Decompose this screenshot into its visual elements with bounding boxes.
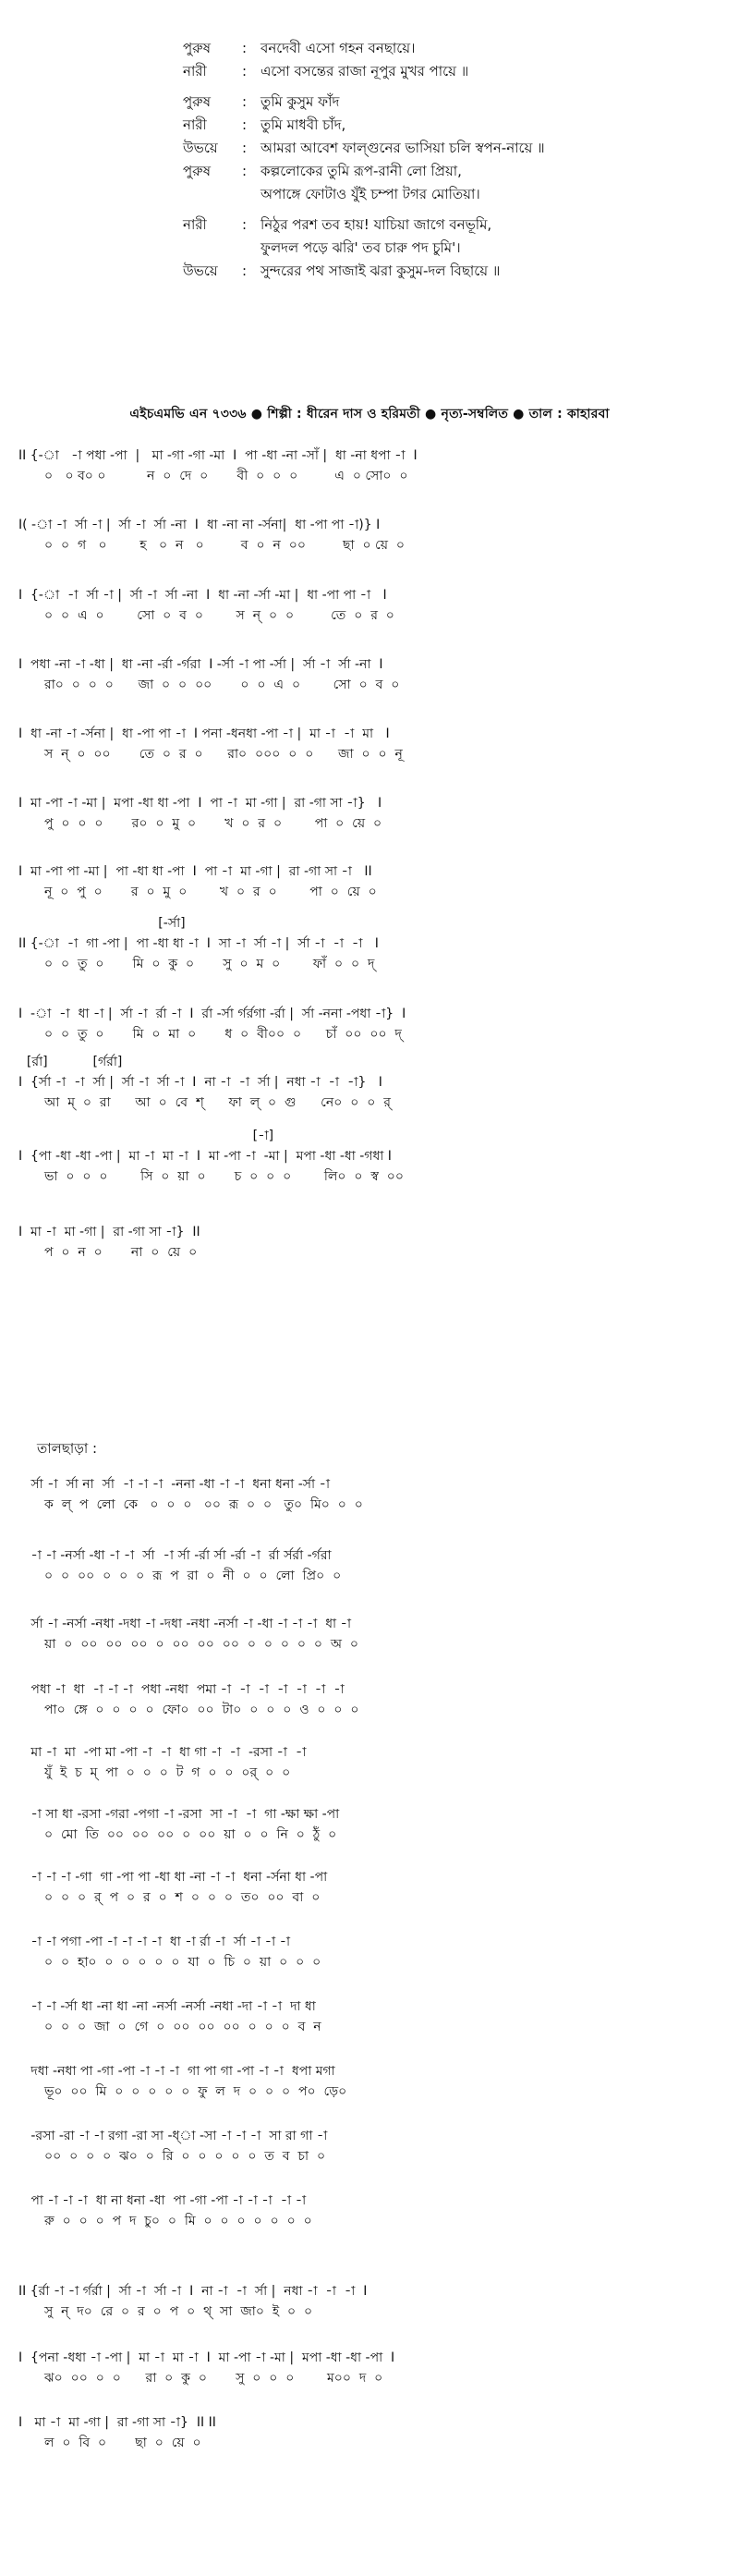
lyric-text: ফুলদল পড়ে ঝরি' তব চারু পদ চুমি'।	[260, 239, 461, 256]
lyric-text: বনদেবী এসো গহন বনছায়ে।	[260, 40, 416, 56]
swaralipi-notes: I মা -া মা -গা | রা -গা সা -া} II II	[18, 2415, 216, 2430]
lyric-syllables: রু ০ ০ ০ প দ চু০ ০ মি ০ ০ ০ ০ ০ ০ ০	[44, 2214, 312, 2228]
lyric-speaker: পুরুষ	[183, 40, 211, 56]
lyric-colon	[242, 183, 260, 206]
lyric-line	[183, 60, 700, 83]
swaralipi-notes: র্সা -া র্সা না র্সা -া -া -া -ননা -ধা -া -া ধনা ধনা -র্সা -া	[18, 1477, 331, 1492]
swaralipi-notes: -রসা -রা -া -া রগা -রা সা -ধ্‌া -সা -া -া -া সা রা গা -া	[18, 2129, 328, 2143]
lyric-syllables: সু ন্‌ দ০ রে ০ র ০ প ০ থ্‌ সা জা০ ই ০ ০	[44, 2304, 313, 2319]
lyric-speaker: পুরুষ	[183, 93, 211, 110]
swaralipi-notes: I মা -া মা -গা | রা -গা সা -া} II	[18, 1225, 200, 1239]
lyric-colon	[242, 237, 260, 260]
lyric-syllables: ০ মো তি ০০ ০০ ০০ ০ ০০ য়া ০ ০ নি ০ ঠুঁ ০	[44, 1827, 337, 1842]
notation-line	[18, 2281, 739, 2322]
swaralipi-notes: [-া] I {পা -ধা -ধা -পা | মা -া মা -া I মা -পা -া -মা | মপা -ধা -ধা -গধা I	[18, 1129, 392, 1164]
notation-line	[18, 793, 739, 834]
lyric-syllables: ০ ০ ০ র্‌ প ০ র ০ শ ০ ০ ০ ত০ ০০ বা ০	[44, 1890, 321, 1905]
lyric-colon: :	[242, 216, 248, 233]
lyric-syllables: ০ ০ তু ০ মি ০ কু ০ সু ০ ম ০ ফাঁ ০ ০ দ্‌	[44, 957, 375, 971]
notation-line	[18, 1679, 739, 1720]
notation-line	[18, 1474, 739, 1515]
swaralipi-notes: পা -া -া -া ধা না ধনা -ধা পা -গা -পা -া -া -া -া -া	[18, 2193, 307, 2208]
notation-line	[18, 1545, 739, 1586]
lyric-syllables: নূ ০ পু ০ র ০ মু ০ খ ০ র ০ পা ০ য়ে ০	[44, 885, 377, 899]
swaralipi-notes: I পধা -না -া -ধা | ধা -না -র্রা -র্গরা I -র্সা -া পা -র্সা | র্সা -া র্সা -না I	[18, 657, 383, 672]
notation-line	[18, 1932, 739, 1972]
lyric-line	[183, 183, 700, 206]
swaralipi-notes: -া -া পগা -পা -া -া -া -া ধা -া র্রা -া র্সা -া -া -া	[18, 1935, 291, 1949]
swaralipi-notes: I( -া -া র্সা -া | র্সা -া র্সা -না I ধা -না না -র্সনা| ধা -পা পা -া)} I	[18, 518, 381, 532]
swaralipi-notes: I {-া -া র্সা -া | র্সা -া র্সা -না I ধা -না -র্সা -মা | ধা -পা পা -া I	[18, 588, 387, 603]
lyric-syllables: ০ ০ ০ জা ০ গে ০ ০০ ০০ ০০ ০ ০ ০ ব ন	[44, 2020, 321, 2034]
lyrics-gap	[183, 206, 700, 214]
notation-line	[18, 861, 739, 902]
lyric-syllables: স ন্‌ ০ ০০ তে ০ র ০ রা০ ০০০ ০ ০ জা ০ ০ নূ	[44, 747, 403, 762]
swaralipi-notes: দধা -নধা পা -গা -পা -া -া -া গা পা গা -পা -া -া ধপা মগা	[18, 2064, 335, 2079]
swaralipi-notes: I মা -পা -া -মা | মপা -ধা ধা -পা I পা -া মা -গা | রা -গা সা -া} I	[18, 796, 382, 811]
lyric-speaker	[183, 237, 242, 260]
lyric-colon: :	[242, 140, 248, 156]
notation-line	[18, 913, 739, 974]
notation-line	[18, 1614, 739, 1654]
lyric-syllables: ০ ০ ০০ ০ ০ ০ রূ প রা ০ নী ০ ০ লো প্রি০ ০	[44, 1569, 342, 1583]
record-info: এইচএমভি এন ৭৩৩৬ ● শিল্পী : ধীরেন দাস ও হরিমতী ● নৃত্য-সম্বলিত ● তাল : কাহারবা	[129, 407, 610, 421]
tal-chhara-label: তালছাড়া :	[37, 1440, 98, 1457]
swaralipi-notes: [র্রা] [র্গর্রা] I {র্সা -া -া র্সা | র্সা -া র্সা -া I না -া -া র্সা | নধা -া -া -া} I	[18, 1055, 382, 1090]
lyric-colon: :	[242, 40, 248, 56]
lyric-syllables: য়া ০ ০০ ০০ ০০ ০ ০০ ০০ ০০ ০ ০ ০ ০ ০ অ ০	[44, 1637, 358, 1652]
lyric-syllables: প ০ ন ০ না ০ য়ে ০	[44, 1245, 198, 1260]
lyric-line	[183, 214, 700, 237]
lyric-speaker: উভয়ে	[183, 140, 218, 156]
lyric-text: অপাঙ্গে ফোটাও যুঁই চম্পা টগর মোতিয়া।	[260, 186, 480, 202]
notation-line	[18, 654, 739, 695]
swaralipi-notes: I মা -পা পা -মা | পা -ধা ধা -পা I পা -া মা -গা | রা -গা সা -া II	[18, 864, 372, 879]
swaralipi-notes: পধা -া ধা -া -া -া পধা -নধা পমা -া -া -া -া -া -া -া	[18, 1682, 345, 1697]
notation-line	[18, 1004, 739, 1044]
lyric-line	[183, 160, 700, 183]
lyric-syllables: ভা ০ ০ ০ সি ০ য়া ০ চ ০ ০ ০ লি০ ০ স্ব ০০	[44, 1169, 404, 1184]
swaralipi-notes: -া -া -নর্সা -ধা -া -া র্সা -া র্সা -র্রা র্সা -র্রা -া র্রা র্সর্রা -র্গরা	[18, 1548, 332, 1563]
lyric-speaker: নারী	[183, 116, 207, 133]
lyric-syllables: আ ম্‌ ০ রা আ ০ বে শ্‌ ফা ল্‌ ০ গু নে০ ০ ০ র্‌	[44, 1095, 391, 1110]
lyrics-block	[183, 37, 700, 283]
swaralipi-notes: -া -া -র্সা ধা -না ধা -না -নর্সা -নর্সা -নধা -দা -া -া দা ধা	[18, 1999, 316, 2014]
lyric-text: আমরা আবেশ ফাল্গুনের ভাসিয়া চলি স্বপন-নায়ে ॥	[260, 140, 545, 156]
notation-line	[18, 2191, 739, 2231]
lyric-speaker: নারী	[183, 63, 207, 79]
swaralipi-notes: I ধা -না -া -র্সনা | ধা -পা পা -া I পনা -ধনধা -পা -া | মা -া -া মা I	[18, 726, 390, 741]
swaralipi-notes: II {-া -া পধা -পা | মা -গা -গা -মা I পা -ধা -না -সাঁ | ধা -না ধপা -া I	[18, 448, 418, 463]
lyric-syllables: ০০ ০ ০ ০ ঝ০ ০ রি ০ ০ ০ ০ ০ ত ব চা ০	[44, 2149, 326, 2164]
lyric-text: এসো বসন্তের রাজা নূপুর মুখর পায়ে ॥	[260, 63, 469, 79]
notation-line	[18, 724, 739, 764]
swaralipi-notes: মা -া মা -পা মা -পা -া -া ধা গা -া -া -রসা -া -া	[18, 1745, 307, 1760]
notation-line	[18, 1804, 739, 1845]
lyric-text: তুমি মাধবী চাঁদ,	[260, 116, 346, 133]
notation-line	[18, 1126, 739, 1187]
lyric-speaker: উভয়ে	[183, 262, 218, 279]
lyric-colon: :	[242, 163, 248, 179]
swaralipi-notes: -া -া -া -গা গা -পা পা -ধা ধা -না -া -া ধনা -র্সনা ধা -পা	[18, 1870, 328, 1885]
lyric-syllables: পু ০ ০ ০ র০ ০ মু ০ খ ০ র ০ পা ০ য়ে ০	[44, 816, 382, 831]
lyric-syllables: ০ ০ এ ০ সো ০ ব ০ স ন্‌ ০ ০ তে ০ র ০	[44, 608, 394, 623]
lyric-syllables: ০ ০ তু ০ মি ০ মা ০ ধ ০ বী০০ ০ চাঁ ০০ ০০ দ্‌	[44, 1027, 402, 1042]
lyric-syllables: ঝ০ ০০ ০ ০ রা ০ কু ০ সু ০ ০ ০ ম০০ দ ০	[44, 2371, 383, 2386]
lyric-text: তুমি কুসুম ফাঁদ	[260, 93, 340, 110]
notation-line	[18, 515, 739, 555]
lyrics-gap	[183, 83, 700, 91]
lyric-speaker: পুরুষ	[183, 163, 211, 179]
swaralipi-notes: র্সা -া -নর্সা -নধা -দধা -া -দধা -নধা -নর্সা -া -ধা -া -া -া ধা -া	[18, 1617, 352, 1631]
lyric-line	[183, 137, 700, 160]
lyric-syllables: রা০ ০ ০ ০ জা ০ ০ ০০ ০ ০ এ ০ সো ০ ব ০	[44, 678, 400, 692]
notation-line	[18, 2126, 739, 2167]
lyric-speaker	[183, 183, 242, 206]
swaralipi-notes: -া সা ধা -রসা -গরা -পগা -া -রসা সা -া -া গা -ক্ষা ক্ষা -পা	[18, 1807, 340, 1822]
lyric-line	[183, 91, 700, 114]
lyric-colon: :	[242, 116, 248, 133]
lyric-line	[183, 260, 700, 283]
lyric-syllables: পা০ ঙ্গে ০ ০ ০ ০ ফো০ ০০ টা০ ০ ০ ০ ও ০ ০ ০	[44, 1703, 359, 1717]
notation-line	[18, 1996, 739, 2037]
lyric-colon: :	[242, 93, 248, 110]
lyric-colon: :	[242, 262, 248, 279]
lyric-syllables: ভূ০ ০০ মি ০ ০ ০ ০ ০ ফু ল দ ০ ০ ০ প০ ড়ে০	[44, 2084, 347, 2099]
notation-line	[18, 2061, 739, 2102]
lyric-line	[183, 237, 700, 260]
swaralipi-notes: [-র্সা] II {-া -া গা -পা | পা -ধা ধা -া I সা -া র্সা -া | র্সা -া -া -া I	[18, 916, 379, 951]
swaralipi-notes: II {র্রা -া -া র্গর্রা | র্সা -া র্সা -া I না -া -া র্সা | নধা -া -া -া I	[18, 2284, 368, 2299]
swaralipi-notes: I -া -া ধা -া | র্সা -া র্রা -া I র্রা -র্সা র্গর্রগা -র্রা | র্সা -ননা -পধা -া} I	[18, 1007, 406, 1021]
lyric-syllables: ০ ০ হা০ ০ ০ ০ ০ ০ যা ০ চি ০ য়া ০ ০ ০	[44, 1955, 321, 1970]
notation-line	[18, 2412, 739, 2453]
lyric-syllables: ০ ০ ব০ ০ ন ০ দে ০ বী ০ ০ ০ এ ০ সো০ ০	[44, 469, 408, 483]
lyric-text: নিঠুর পরশ তব হায়! যাচিয়া জাগে বনভূমি,	[260, 216, 492, 233]
notation-line	[18, 446, 739, 486]
lyric-speaker: নারী	[183, 216, 207, 233]
notation-line	[18, 1742, 739, 1783]
notation-line	[18, 585, 739, 626]
lyric-syllables: ক ল্‌ প লো কে ০ ০ ০ ০০ রূ ০ ০ তু০ মি০ ০ ০	[44, 1497, 363, 1512]
notation-line	[18, 1867, 739, 1908]
swaralipi-notes: I {পনা -ধধা -া -পা | মা -া মা -া I মা -পা -া -মা | মপা -ধা -ধা -পা I	[18, 2350, 395, 2365]
lyric-line	[183, 114, 700, 137]
lyric-colon: :	[242, 63, 248, 79]
lyric-syllables: ০ ০ গ ০ হ ০ ন ০ ব ০ ন ০০ ছা ০ য়ে ০	[44, 538, 405, 553]
lyric-text: সুন্দরের পথ সাজাই ঝরা কুসুম-দল বিছায়ে ॥	[260, 262, 501, 279]
notation-line	[18, 1052, 739, 1113]
lyric-syllables: ল ০ বি ০ ছা ০ য়ে ০	[44, 2436, 201, 2450]
lyric-line	[183, 37, 700, 60]
lyric-syllables: যুঁ ই চ ম্‌ পা ০ ০ ০ ট গ ০ ০ ০র্‌ ০ ০	[44, 1765, 291, 1780]
notation-line	[18, 1222, 739, 1263]
notation-line	[18, 2348, 739, 2388]
lyric-text: কল্পলোকের তুমি রূপ-রানী লো প্রিয়া,	[260, 163, 462, 179]
